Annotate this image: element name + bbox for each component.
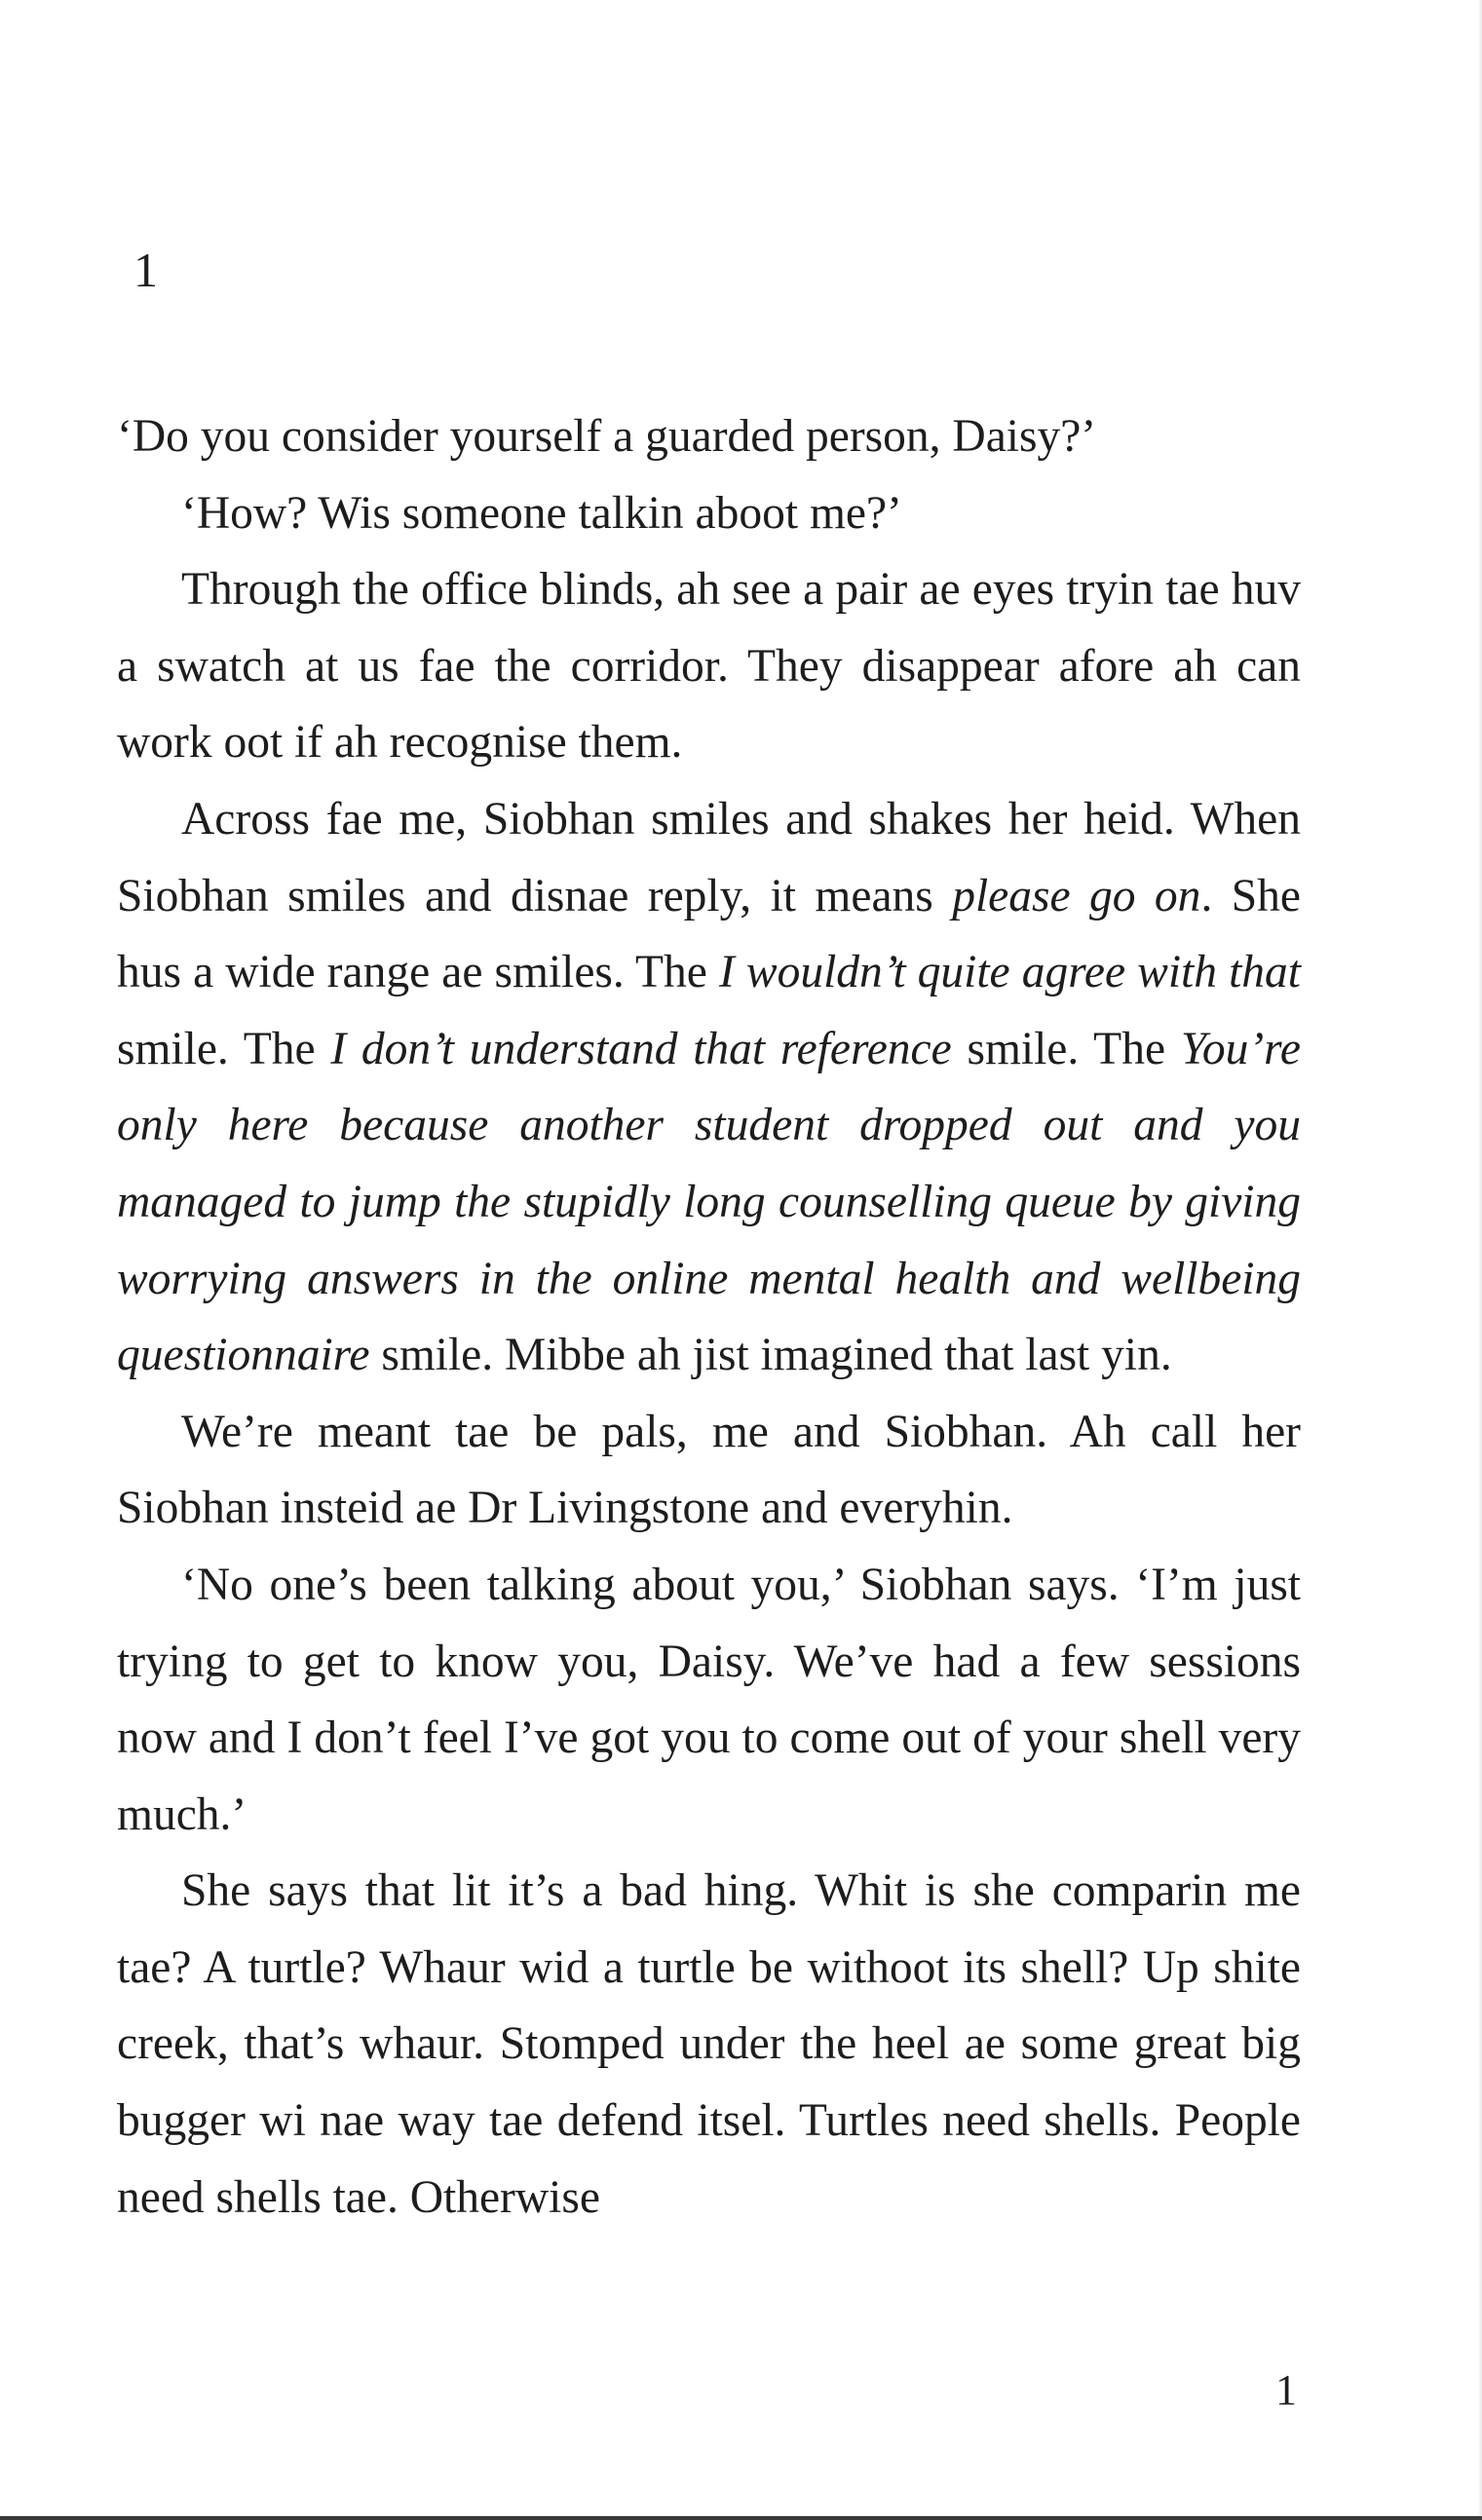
text-run: smile. The	[951, 1023, 1181, 1074]
paragraph	[117, 781, 1301, 1394]
paragraph	[117, 1394, 1301, 1547]
text-run: We’re meant tae be pals, me and Siobhan. Ah call her Siobhan insteid ae Dr Livingstone and everyhin.	[117, 1406, 1301, 1534]
text-run: Through the office blinds, ah see a pair ae eyes tryin tae huv a swatch at us fae the corridor. They disappear afore ah can work oot if ah recognise them.	[117, 564, 1301, 769]
text-run: smile. Mibbe ah jist imagined that last yin.	[369, 1330, 1172, 1381]
text-run: She says that lit it’s a bad hing. Whit is she comparin me tae? A turtle? Whaur wid a turtle be withoot its shell? Up shite creek, that’s whaur. Stomped under the heel ae some great big bugger wi nae way tae defend itsel. Turtles need shells. People need shells tae. Otherwise	[117, 1865, 1301, 2223]
italic-text: please go on	[952, 870, 1201, 921]
paragraph	[117, 1547, 1301, 1853]
italic-text: I don’t understand that reference	[330, 1023, 952, 1074]
page-number: 1	[1275, 2366, 1297, 2414]
text-run: . She hus a wide range ae smiles. The	[117, 870, 1301, 998]
page-edge-shadow	[1478, 0, 1482, 2520]
italic-text: You’re only here because another student dropped out and you managed to jump the stupidly long counselling queue by giving worrying answers in the online mental health and wellbeing questionnaire	[117, 1023, 1301, 1381]
text-run: ‘Do you consider yourself a guarded person, Daisy?’	[117, 411, 1097, 462]
paragraph	[117, 475, 1301, 552]
body-text	[117, 398, 1301, 2236]
text-run: ‘How? Wis someone talkin aboot me?’	[181, 487, 902, 539]
paragraph	[117, 398, 1301, 475]
paragraph	[117, 551, 1301, 781]
italic-text: I wouldn’t quite agree with that	[718, 947, 1301, 998]
text-run: Across fae me, Siobhan smiles and shakes her heid. When Siobhan smiles and disnae reply, it means	[117, 793, 1301, 921]
chapter-number: 1	[133, 243, 158, 297]
text-run: ‘No one’s been talking about you,’ Siobhan says. ‘I’m just trying to get to know you, Daisy. We’ve had a few sessions now and I don’t feel I’ve got you to come out of your shell very much.’	[117, 1559, 1301, 1840]
text-run: smile. The	[117, 1023, 331, 1074]
paragraph	[117, 1853, 1301, 2236]
page-bottom-edge	[0, 2516, 1482, 2520]
